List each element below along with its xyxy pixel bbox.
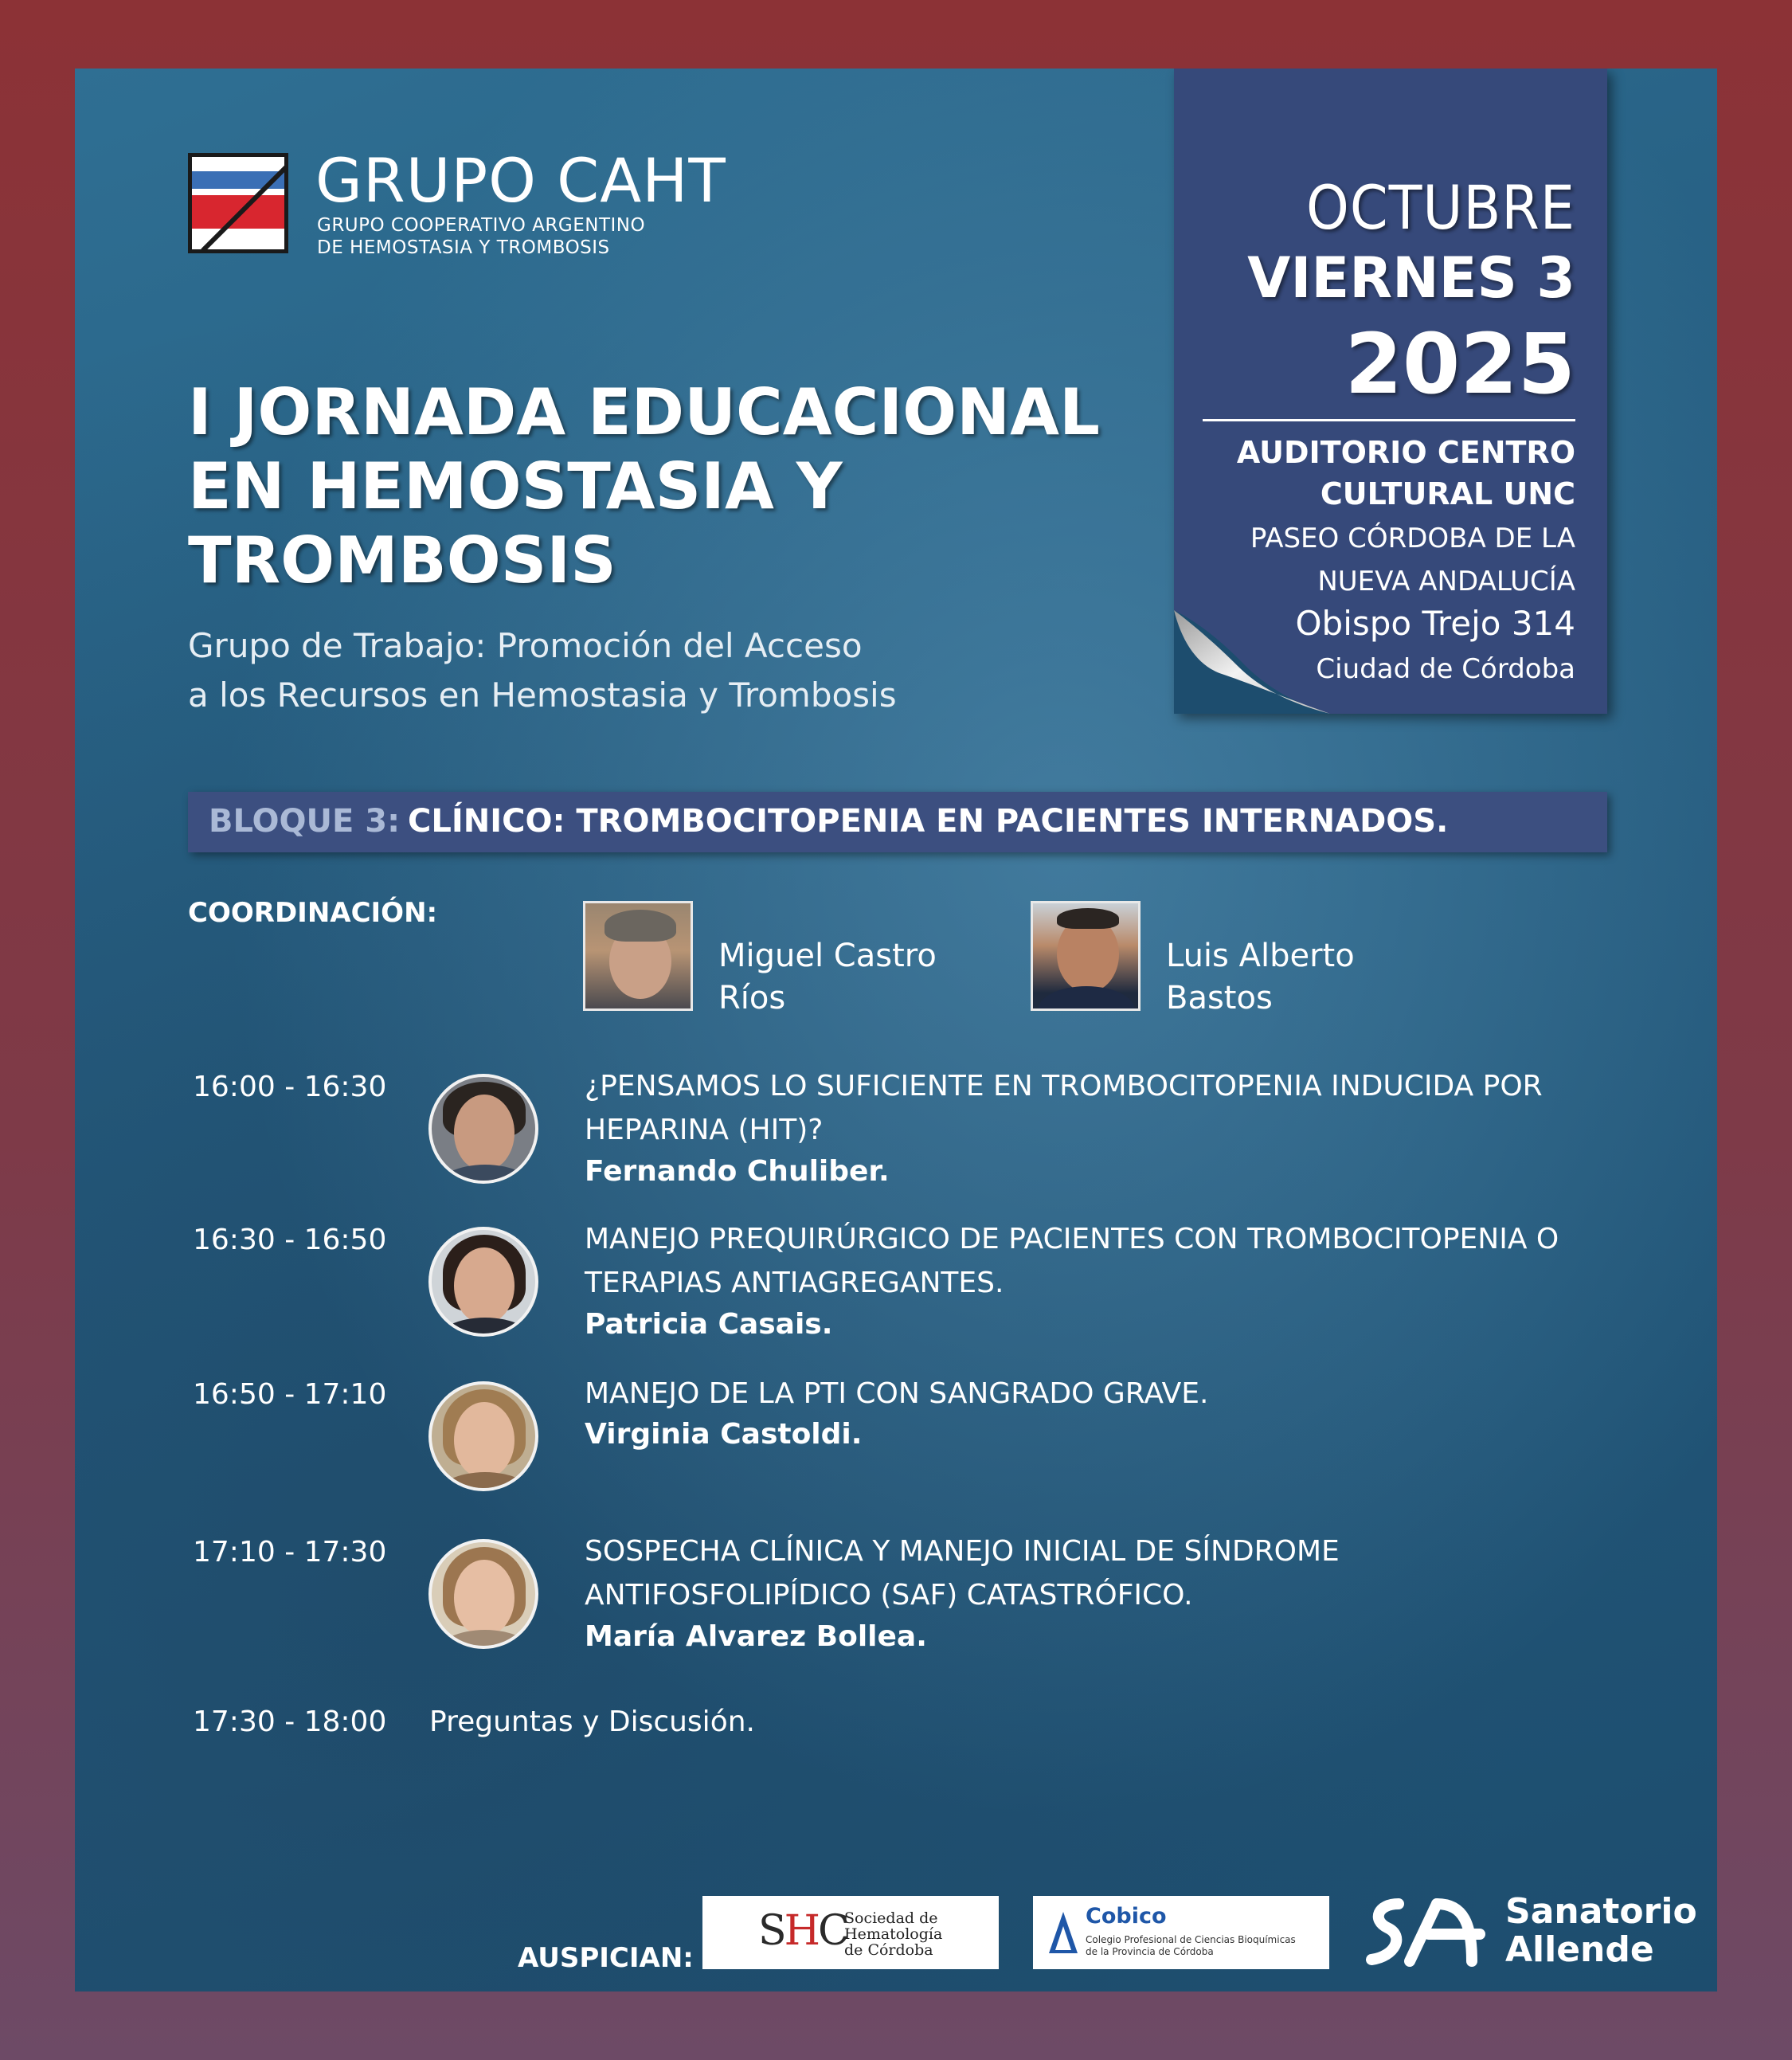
block-title: CLÍNICO: TROMBOCITOPENIA EN PACIENTES INTERNADOS.	[408, 803, 1449, 840]
talk-title: MANEJO DE LA PTI CON SANGRADO GRAVE.	[585, 1377, 1209, 1410]
talk-speaker: Fernando Chuliber.	[585, 1155, 890, 1188]
venue-line4: NUEVA ANDALUCÍA	[1317, 566, 1575, 597]
coordinator-name: Miguel Castro Ríos	[718, 938, 937, 1016]
coordinator-name: Luis Alberto Bastos	[1166, 938, 1355, 1016]
talk-speaker: Virginia Castoldi.	[585, 1418, 863, 1451]
venue-line1: AUDITORIO CENTRO	[1236, 435, 1575, 470]
cobico-subtitle: Colegio Profesional de Ciencias Bioquímicas de la Provincia de Córdoba	[1086, 1934, 1296, 1957]
speaker-photo	[428, 1227, 538, 1337]
date-month: OCTUBRE	[1306, 172, 1575, 243]
coordinator-photo	[1031, 901, 1141, 1011]
speaker-photo	[428, 1381, 538, 1491]
talk-speaker: Patricia Casais.	[585, 1308, 833, 1341]
shc-name: Sociedad de Hematología de Córdoba	[844, 1909, 943, 1959]
schedule-time: 16:50 - 17:10	[193, 1378, 387, 1411]
date-divider	[1203, 419, 1575, 421]
logo-title: GRUPO CAHT	[315, 145, 726, 216]
venue-line2: CULTURAL UNC	[1320, 476, 1575, 511]
schedule-time: 17:10 - 17:30	[193, 1536, 387, 1568]
caht-logo-icon	[188, 153, 288, 253]
qa-label: Preguntas y Discusión.	[429, 1706, 755, 1738]
cobico-logo	[1033, 1896, 1329, 1969]
schedule-time: 17:30 - 18:00	[193, 1706, 387, 1738]
talk-title: MANEJO PREQUIRÚRGICO DE PACIENTES CON TROMBOCITOPENIA O TERAPIAS ANTIAGREGANTES.	[585, 1223, 1559, 1299]
sanatorio-allende-logo-icon	[1360, 1893, 1488, 1972]
talk-speaker: María Alvarez Bollea.	[585, 1620, 927, 1653]
event-title-line1: I JORNADA EDUCACIONAL	[188, 375, 1100, 449]
coordination-label: COORDINACIÓN:	[188, 897, 438, 929]
block-label: BLOQUE 3:	[209, 803, 401, 840]
event-title-line3: TROMBOSIS	[188, 523, 616, 597]
event-subtitle-line1: Grupo de Trabajo: Promoción del Acceso	[188, 626, 863, 665]
block-bar	[188, 792, 1607, 852]
cobico-flask-icon	[1046, 1910, 1081, 1956]
shc-logo	[702, 1896, 999, 1969]
venue-address: Obispo Trejo 314	[1295, 604, 1575, 643]
schedule-time: 16:30 - 16:50	[193, 1224, 387, 1256]
sanatorio-allende-name: Sanatorio Allende	[1505, 1891, 1697, 1970]
venue-city: Ciudad de Córdoba	[1316, 653, 1575, 685]
date-day: VIERNES 3	[1247, 245, 1575, 311]
speaker-photo	[428, 1539, 538, 1649]
speaker-photo	[428, 1074, 538, 1184]
event-subtitle-line2: a los Recursos en Hemostasia y Trombosis	[188, 676, 897, 715]
sponsors-label: AUSPICIAN:	[518, 1942, 694, 1974]
logo-subtitle-line2: DE HEMOSTASIA Y TROMBOSIS	[317, 237, 610, 258]
talk-title: SOSPECHA CLÍNICA Y MANEJO INICIAL DE SÍNDROME ANTIFOSFOLIPÍDICO (SAF) CATASTRÓFICO.	[585, 1535, 1340, 1612]
event-title-line2: EN HEMOSTASIA Y	[188, 449, 843, 523]
date-year: 2025	[1344, 315, 1575, 413]
coordinator-photo	[583, 901, 693, 1011]
page-curl-icon	[1174, 610, 1330, 714]
schedule-time: 16:00 - 16:30	[193, 1071, 387, 1103]
shc-mark: SHC	[758, 1907, 847, 1955]
logo-subtitle-line1: GRUPO COOPERATIVO ARGENTINO	[317, 215, 646, 236]
cobico-name: Cobico	[1086, 1904, 1167, 1929]
poster	[75, 69, 1717, 1991]
venue-line3: PASEO CÓRDOBA DE LA	[1250, 523, 1575, 554]
talk-title: ¿PENSAMOS LO SUFICIENTE EN TROMBOCITOPENIA INDUCIDA POR HEPARINA (HIT)?	[585, 1070, 1543, 1146]
